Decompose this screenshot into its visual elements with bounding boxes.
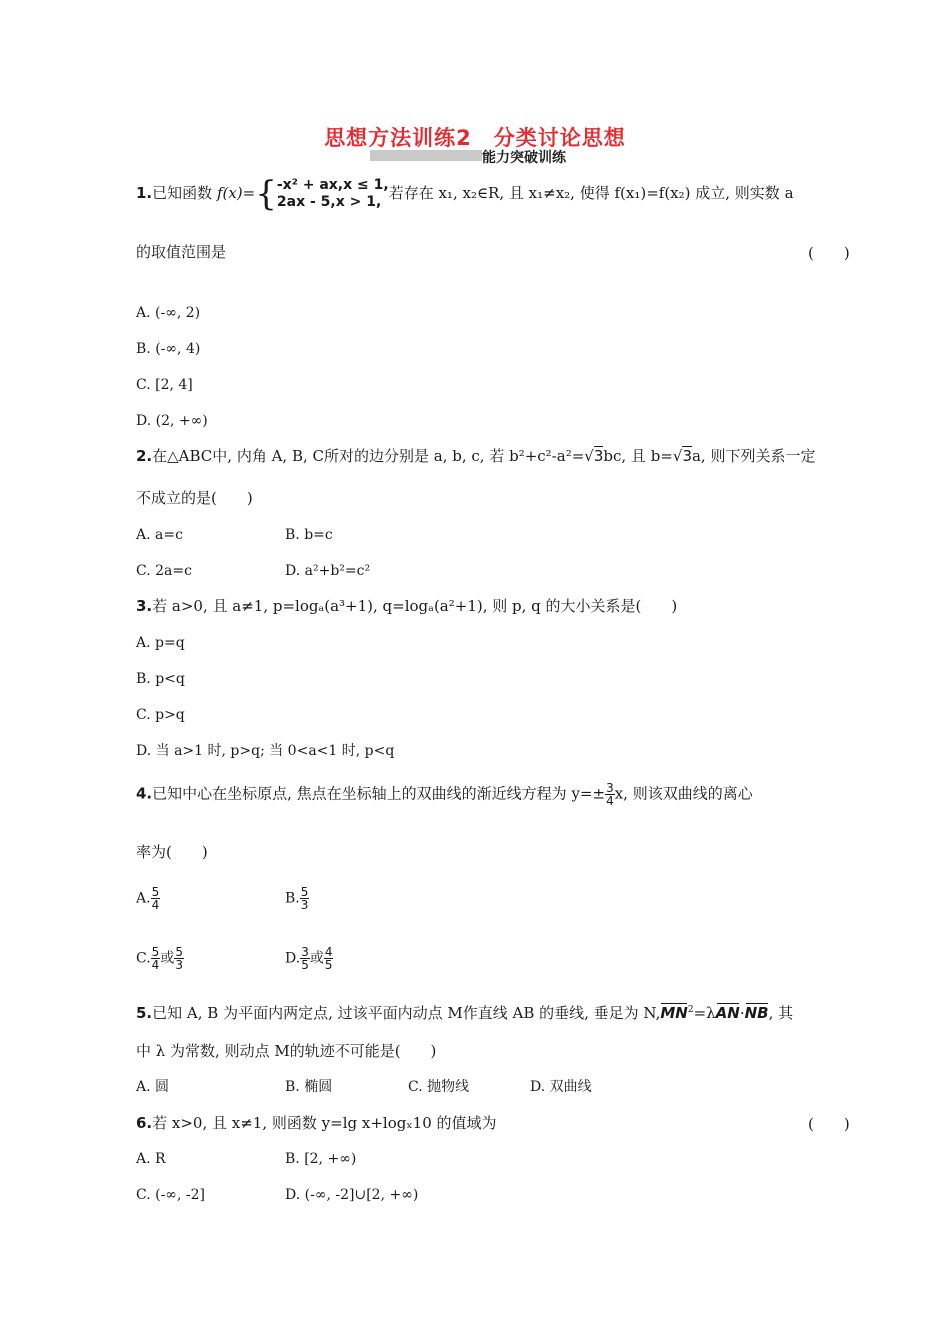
- option-c: C. 抛物线: [408, 1079, 470, 1095]
- sqrt-expression: √3: [672, 447, 692, 465]
- or-word: 或: [309, 950, 324, 967]
- fraction: [605, 782, 615, 807]
- option-d: [285, 946, 333, 971]
- numerator: 4: [324, 945, 333, 959]
- denominator: 4: [151, 898, 160, 912]
- or-word: 或: [160, 950, 175, 967]
- option-c: C. 2a=c: [136, 563, 192, 579]
- option-a: [136, 886, 160, 911]
- question-2-line-1: [136, 446, 815, 466]
- question-number: 3.: [136, 597, 153, 615]
- question-5-line-2: 中 λ 为常数, 则动点 M的轨迹不可能是( ): [136, 1042, 437, 1060]
- question-number: 6.: [136, 1114, 153, 1132]
- section-subtitle: 能力突破训练: [482, 150, 566, 166]
- numerator: 3: [606, 781, 614, 795]
- option-label: B.: [285, 890, 300, 907]
- option-c: C. (-∞, -2]: [136, 1187, 205, 1203]
- piecewise-case-2: 2ax - 5,x > 1,: [276, 194, 382, 210]
- option-a: A. (-∞, 2): [136, 305, 201, 321]
- denominator: 5: [324, 958, 333, 972]
- option-a: A. R: [136, 1151, 166, 1167]
- option-d: D. (2, +∞): [136, 413, 208, 429]
- denominator: 3: [300, 898, 309, 912]
- option-label: C.: [136, 950, 151, 967]
- denominator: 3: [175, 958, 183, 972]
- question-6-line-1: [136, 1113, 497, 1133]
- fraction: [300, 946, 310, 971]
- question-text: a, 则下列关系一定: [691, 447, 816, 465]
- vector-mn: MN: [660, 1004, 688, 1022]
- answer-parentheses: ( ): [808, 244, 850, 262]
- option-d: D. (-∞, -2]∪[2, +∞): [285, 1187, 419, 1203]
- function-name: f(x): [216, 184, 243, 202]
- dot-product: ·: [739, 1004, 745, 1022]
- exponent: 2: [687, 1005, 694, 1015]
- option-b: B. [2, +∞): [285, 1151, 357, 1167]
- numerator: 5: [151, 945, 160, 959]
- fraction: [324, 946, 334, 971]
- numerator: 5: [151, 885, 160, 899]
- question-number: 1.: [136, 184, 153, 202]
- option-a: A. 圆: [136, 1079, 170, 1095]
- question-number: 2.: [136, 447, 153, 465]
- numerator: 5: [300, 885, 309, 899]
- sqrt-expression: √3: [584, 447, 604, 465]
- question-text: 已知中心在坐标原点, 焦点在坐标轴上的双曲线的渐近线方程为 y=±: [152, 784, 606, 803]
- piecewise-cases: [277, 177, 389, 211]
- option-d: D. a²+b²=c²: [285, 563, 371, 579]
- radicand: 3: [682, 447, 692, 465]
- option-b: B. (-∞, 4): [136, 341, 201, 357]
- option-c: C. p>q: [136, 707, 185, 723]
- denominator: 4: [606, 794, 614, 808]
- fraction: [174, 946, 184, 971]
- vector-an: AN: [715, 1004, 740, 1022]
- document-title: 思想方法训练2 分类讨论思想: [324, 126, 626, 150]
- question-1-line-1: [136, 174, 794, 214]
- question-number: 5.: [136, 1004, 153, 1022]
- option-b: [285, 886, 309, 911]
- radicand: 3: [593, 447, 604, 465]
- equals-lambda: =λ: [693, 1004, 716, 1022]
- denominator: 4: [151, 958, 160, 972]
- fraction: [151, 886, 161, 911]
- option-label: A.: [136, 890, 151, 907]
- option-d: D. 当 a>1 时, p>q; 当 0<a<1 时, p<q: [136, 743, 395, 759]
- numerator: 3: [301, 945, 309, 959]
- vector-nb: NB: [744, 1004, 769, 1022]
- answer-parentheses: ( ): [808, 1115, 850, 1133]
- left-brace-icon: {: [255, 174, 277, 214]
- question-text: 已知函数: [152, 184, 213, 202]
- question-text: 若 a>0, 且 a≠1, p=logₐ(a³+1), q=logₐ(a²+1), 则 p, q 的大小关系是( ): [152, 597, 678, 615]
- question-text: x, 则该双曲线的离心: [614, 784, 753, 803]
- question-3-line-1: [136, 596, 677, 616]
- option-b: B. b=c: [285, 527, 333, 543]
- question-4-line-1: [136, 782, 753, 807]
- option-b: B. 椭圆: [285, 1079, 333, 1095]
- option-c: C. [2, 4]: [136, 377, 193, 393]
- question-text: 已知 A, B 为平面内两定点, 过该平面内动点 M作直线 AB 的垂线, 垂足为 N,: [152, 1004, 661, 1022]
- option-a: A. a=c: [136, 527, 183, 543]
- option-b: B. p<q: [136, 671, 185, 687]
- denominator: 5: [301, 958, 309, 972]
- equals-sign: =: [242, 184, 256, 202]
- question-text: 若 x>0, 且 x≠1, 则函数 y=lg x+logₓ10 的值域为: [152, 1114, 497, 1132]
- question-4-line-2: 率为( ): [136, 843, 208, 861]
- option-a: A. p=q: [136, 635, 185, 651]
- question-1-line-2: 的取值范围是: [136, 243, 227, 261]
- option-d: D. 双曲线: [530, 1079, 592, 1095]
- question-text: bc, 且 b=: [603, 447, 673, 465]
- question-text: 若存在 x₁, x₂∈R, 且 x₁≠x₂, 使得 f(x₁)=f(x₂) 成立, 则实数 a: [388, 184, 794, 202]
- fraction: [300, 886, 310, 911]
- question-2-line-2: 不成立的是( ): [136, 489, 253, 507]
- piecewise-case-1: -x² + ax,x ≤ 1,: [276, 177, 389, 193]
- numerator: 5: [175, 945, 183, 959]
- question-5-line-1: [136, 1000, 793, 1023]
- option-label: D.: [285, 950, 301, 967]
- question-number: 4.: [136, 784, 153, 803]
- fraction: [151, 946, 161, 971]
- question-text: 在△ABC中, 内角 A, B, C所对的边分别是 a, b, c, 若 b²+c²-a²=: [152, 447, 585, 465]
- title-divider-bar: [370, 150, 482, 161]
- option-c: [136, 946, 184, 971]
- question-text: , 其: [768, 1004, 794, 1022]
